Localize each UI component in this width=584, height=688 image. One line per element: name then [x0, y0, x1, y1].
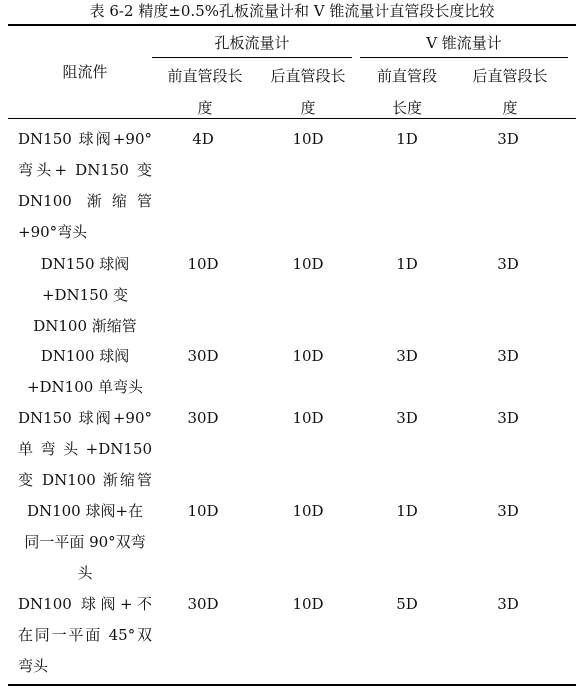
header-sub-4: 后直管段长 度 — [472, 67, 548, 117]
top-rule — [8, 24, 576, 26]
resistor-cell: DN150 球阀 +DN150 变 DN100 渐缩管 — [33, 255, 137, 335]
value-cell: 3D — [497, 409, 519, 427]
value-cell: 1D — [396, 502, 418, 520]
header-sub-1: 前直管段长 度 — [167, 67, 243, 117]
value-cell: 10D — [187, 502, 219, 520]
group2-underline — [360, 57, 568, 58]
value-cell: 10D — [292, 347, 324, 365]
value-cell: 10D — [292, 255, 324, 273]
value-cell: 10D — [187, 255, 219, 273]
resistor-cell: DN100 球阀+不 在同一平面 45°双 弯头 — [18, 595, 152, 675]
value-cell: 10D — [292, 502, 324, 520]
value-cell: 10D — [292, 130, 324, 148]
resistor-cell: DN100 球阀+在 同一平面 90°双弯 头 — [24, 502, 146, 582]
value-cell: 10D — [292, 409, 324, 427]
table-caption: 表 6-2 精度±0.5%孔板流量计和 V 锥流量计直管段长度比较 — [89, 2, 495, 20]
value-cell: 30D — [187, 409, 219, 427]
value-cell: 3D — [396, 347, 418, 365]
header-sub-3: 前直管段 长度 — [376, 67, 437, 117]
value-cell: 3D — [497, 347, 519, 365]
value-cell: 1D — [396, 255, 418, 273]
header-group-orifice: 孔板流量计 — [214, 34, 290, 52]
value-cell: 30D — [187, 347, 219, 365]
value-cell: 3D — [497, 130, 519, 148]
header-group-vcone: V 锥流量计 — [426, 34, 502, 52]
value-cell: 30D — [187, 595, 219, 613]
header-sub-2: 后直管段长 度 — [270, 67, 346, 117]
value-cell: 3D — [396, 409, 418, 427]
value-cell: 10D — [292, 595, 324, 613]
resistor-cell: DN100 球阀 +DN100 单弯头 — [26, 347, 144, 396]
header-row-label: 阻流件 — [62, 63, 108, 81]
value-cell: 3D — [497, 502, 519, 520]
value-cell: 4D — [192, 130, 214, 148]
value-cell: 3D — [497, 595, 519, 613]
value-cell: 1D — [396, 130, 418, 148]
resistor-cell: DN150 球阀+90° 弯头+ DN150 变 DN100 渐缩管 +90°弯头 — [18, 130, 152, 241]
bottom-rule — [8, 684, 576, 686]
resistor-cell: DN150 球阀+90° 单 弯 头 +DN150 变 DN100 渐缩管 — [18, 409, 152, 489]
value-cell: 3D — [497, 255, 519, 273]
value-cell: 5D — [396, 595, 418, 613]
group1-underline — [152, 57, 352, 58]
